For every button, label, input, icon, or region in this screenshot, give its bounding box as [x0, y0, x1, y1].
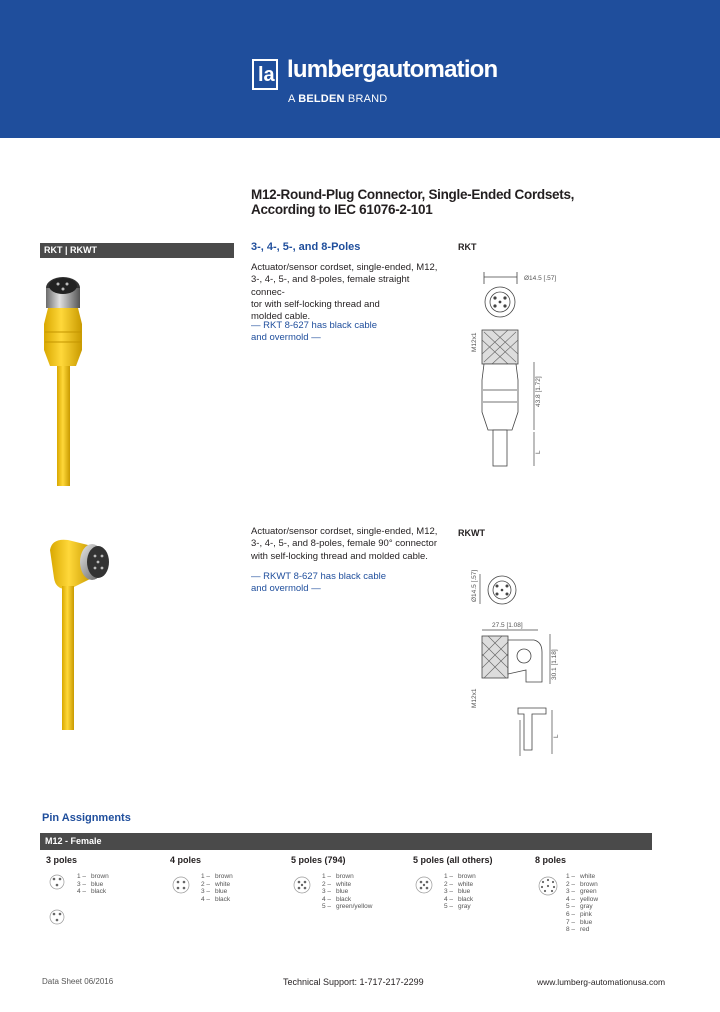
- rkwt-height-dim: 30.1 [1.18]: [551, 649, 558, 680]
- pin-assignments-heading: Pin Assignments: [42, 812, 131, 824]
- brand-sub-bold: BELDEN: [298, 93, 345, 105]
- header-banner: [0, 0, 720, 138]
- footer-tech-support: Technical Support: 1-717-217-2299: [283, 977, 424, 987]
- cable: [57, 366, 70, 486]
- rkt-thread-dim: M12x1: [471, 332, 478, 352]
- rkt-length-dim: 43.8 [1.72]: [535, 376, 542, 407]
- pin-face-diagram: [170, 873, 196, 899]
- rkt-diameter-dim: Ø14.5 [.57]: [524, 275, 557, 282]
- rkt-desc-line: 3-, 4-, 5-, and 8-poles, female straight connec-: [251, 274, 410, 298]
- rkwt-cable-dim: L: [553, 734, 560, 738]
- footer-datasheet-date: Data Sheet 06/2016: [42, 977, 114, 986]
- rkt-technical-drawing: [462, 262, 592, 472]
- rkt-desc-line: tor with self-locking thread and: [251, 298, 380, 310]
- rkwt-desc-line: 3-, 4-, 5-, and 8-poles, female 90° connector: [251, 538, 437, 550]
- straight-connector-photo: [36, 262, 106, 488]
- pin-column-3-poles: [46, 855, 166, 896]
- pin-row: 3 – blue: [444, 888, 471, 896]
- pin-row: 3 – blue: [322, 888, 349, 896]
- pin-column-title: 8 poles: [535, 855, 567, 865]
- rkt-drawing-label: RKT: [458, 242, 477, 252]
- rkt-note-line: and overmold —: [251, 332, 321, 344]
- pin-column-title: 3 poles: [46, 855, 78, 865]
- pin-column-title: 5 poles (all others): [413, 855, 493, 865]
- pin-row: 1 – brown: [201, 873, 233, 880]
- pin-row: 2 – white: [322, 880, 352, 888]
- pin-row: 3 – blue: [77, 880, 104, 888]
- brand-name: lumbergautomation: [287, 56, 498, 83]
- brand-sub-suffix: BRAND: [347, 93, 388, 105]
- rkwt-description: [251, 526, 441, 563]
- pin-row: 4 – black: [201, 895, 231, 903]
- pin-list: [444, 873, 476, 911]
- pin-row: 4 – black: [77, 888, 107, 896]
- angled-connector-photo: [42, 532, 122, 732]
- rkwt-desc-line: Actuator/sensor cordset, single-ended, M12,: [251, 526, 438, 537]
- pin-row: 3 – blue: [201, 888, 228, 896]
- pin-row: 2 – white: [201, 880, 231, 888]
- pin-column-8-poles: [535, 855, 655, 934]
- pin-face-diagram: [535, 873, 563, 901]
- pin-row: 1 – brown: [322, 873, 354, 880]
- poles-heading: 3-, 4-, 5-, and 8-Poles: [251, 241, 361, 253]
- brand-sub-prefix: A: [288, 93, 295, 105]
- pin-face-diagram: [413, 873, 439, 899]
- pin-row: 8 – red: [566, 926, 590, 934]
- title-line-2: According to IEC 61076-2-101: [251, 202, 433, 217]
- pin-column-5-poles-others: [413, 855, 533, 911]
- product-label-bar: RKT | RKWT: [40, 243, 234, 258]
- connector-body: [44, 308, 82, 366]
- pin-column-title: 4 poles: [170, 855, 202, 865]
- pin-row: 2 – white: [444, 880, 474, 888]
- pin-row: 5 – gray: [444, 903, 471, 911]
- rkt-cable-dim: L: [535, 450, 542, 454]
- rkt-note: [251, 320, 441, 345]
- pin-row: 5 – gray: [566, 903, 593, 911]
- rkwt-thread-dim: M12x1: [471, 688, 478, 708]
- pin-row: 7 – blue: [566, 918, 593, 926]
- pin-row: 4 – yellow: [566, 895, 599, 903]
- pin-row: 6 – pink: [566, 910, 592, 918]
- pin-row: 1 – brown: [77, 873, 109, 880]
- rkwt-note-line: and overmold —: [251, 583, 321, 595]
- rkwt-drawing-label: RKWT: [458, 528, 485, 538]
- pin-row: 1 – brown: [444, 873, 476, 880]
- pin-face-diagram: [291, 873, 317, 899]
- logo-mark-text: la: [258, 64, 275, 86]
- rkwt-note: [251, 571, 441, 596]
- pin-list: [201, 873, 233, 903]
- rkt-desc-line: molded cable.: [251, 311, 311, 323]
- pin-list: [77, 873, 109, 896]
- pin-assignments-bar: M12 - Female: [40, 833, 652, 850]
- rkt-desc-line: Actuator/sensor cordset, single-ended, M12,: [251, 262, 438, 273]
- brand-logo-mark: [252, 59, 278, 90]
- pin-row: 3 – green: [566, 888, 597, 896]
- pin-column-5-poles-794: [291, 855, 411, 911]
- pin-row: 2 – brown: [566, 880, 598, 888]
- pin-list: [322, 873, 373, 911]
- brand-subtitle: [288, 92, 387, 106]
- rkwt-note-line: — RKWT 8-627 has black cable: [251, 571, 386, 582]
- pin-column-title: 5 poles (794): [291, 855, 346, 865]
- footer-website-link[interactable]: www.lumberg-automationusa.com: [537, 977, 666, 987]
- page-title: [251, 187, 575, 217]
- rkwt-diameter-dim: Ø14.5 [.57]: [471, 569, 478, 602]
- pin-list: [566, 873, 598, 934]
- rkwt-desc-line: with self-locking thread and molded cable.: [251, 550, 428, 562]
- angled-cable: [62, 586, 74, 730]
- pin-column-4-poles: [170, 855, 290, 903]
- title-line-1: M12-Round-Plug Connector, Single-Ended Cordsets,: [251, 187, 575, 202]
- pin-row: 1 – white: [566, 873, 596, 880]
- pin-row: 5 – green/yellow: [322, 903, 373, 911]
- pin-face-diagram: [46, 873, 72, 933]
- rkt-note-line: — RKT 8-627 has black cable: [251, 320, 378, 331]
- rkwt-technical-drawing: [462, 560, 592, 760]
- pin-row: 4 – black: [444, 895, 474, 903]
- rkt-description: [251, 262, 441, 323]
- rkwt-width-dim: 27.5 [1.08]: [492, 622, 523, 629]
- pin-row: 4 – black: [322, 895, 352, 903]
